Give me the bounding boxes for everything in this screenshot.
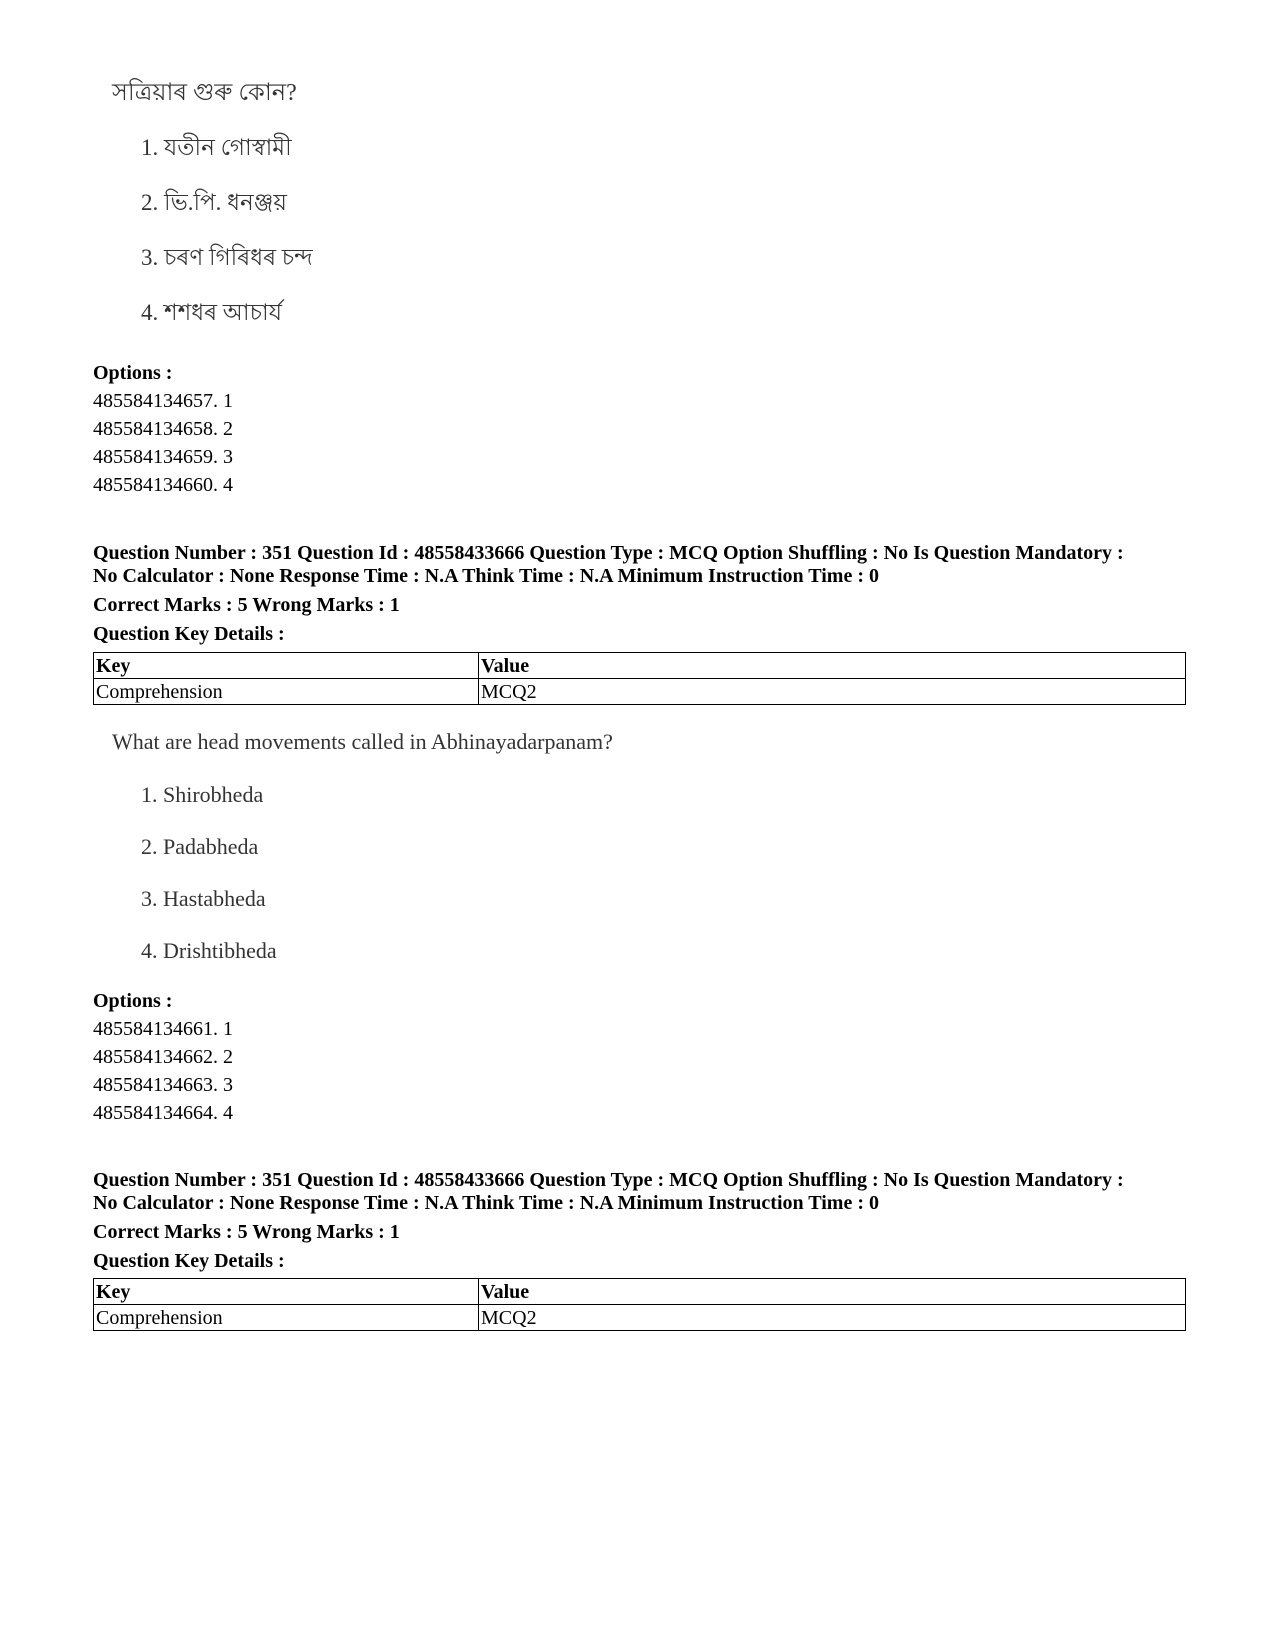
question-meta-line-2: No Calculator : None Response Time : N.A Think Time : N.A Minimum Instruction Time : 0: [93, 565, 879, 587]
question-meta: [93, 1169, 1193, 1273]
question-choice-1: 1. Shirobheda: [141, 782, 264, 807]
option-item: 485584134659. 3: [93, 446, 233, 468]
question-stem: সত্ৰিয়াৰ গুৰু কোন?: [112, 80, 297, 106]
question-image-assamese: [112, 78, 313, 327]
question-choice-4: 4. Drishtibheda: [141, 938, 277, 963]
question-choice-2: 2. Padabheda: [141, 834, 259, 859]
option-item: 485584134657. 1: [93, 390, 233, 412]
marks-line: Correct Marks : 5 Wrong Marks : 1: [93, 1221, 400, 1243]
key-details-heading: Question Key Details :: [93, 1250, 285, 1272]
table-header-value: Value: [479, 653, 1186, 679]
marks-line: Correct Marks : 5 Wrong Marks : 1: [93, 594, 400, 616]
option-item: 485584134658. 2: [93, 418, 233, 440]
question-choice-4: 4. শশধৰ আচাৰ্য: [141, 300, 282, 325]
table-header-row: [94, 653, 1186, 679]
key-details-table: [93, 1278, 1186, 1331]
options-heading: Options :: [93, 362, 173, 384]
option-item: 485584134660. 4: [93, 474, 233, 496]
table-header-key: Key: [94, 653, 479, 679]
options-heading: Options :: [93, 990, 173, 1012]
table-header-key: Key: [94, 1279, 479, 1305]
question-choice-3: 3. চৰণ গিৰিধৰ চন্দ: [141, 245, 313, 270]
question-meta-line-1: Question Number : 351 Question Id : 48558433666 Question Type : MCQ Option Shuffling : No Is Question Mandatory :: [93, 542, 1124, 564]
option-item: 485584134664. 4: [93, 1102, 233, 1124]
question-meta-line-1: Question Number : 351 Question Id : 48558433666 Question Type : MCQ Option Shuffling : No Is Question Mandatory :: [93, 1169, 1124, 1191]
question-choice-3: 3. Hastabheda: [141, 886, 266, 911]
table-cell-value: MCQ2: [479, 679, 1186, 705]
options-list: [93, 359, 233, 499]
key-details-heading: Question Key Details :: [93, 623, 285, 645]
option-item: 485584134661. 1: [93, 1018, 233, 1040]
key-details-table: [93, 652, 1186, 705]
table-cell-key: Comprehension: [94, 679, 479, 705]
option-item: 485584134662. 2: [93, 1046, 233, 1068]
question-meta-line-2: No Calculator : None Response Time : N.A Think Time : N.A Minimum Instruction Time : 0: [93, 1192, 879, 1214]
question-image-english: [112, 727, 613, 965]
options-list: [93, 987, 233, 1127]
question-meta: [93, 542, 1193, 646]
question-choice-2: 2. ভি.পি. ধনঞ্জয়: [141, 190, 287, 215]
table-cell-key: Comprehension: [94, 1305, 479, 1331]
table-row: [94, 1305, 1186, 1331]
question-choice-1: 1. যতীন গোস্বামী: [141, 135, 292, 160]
table-row: [94, 679, 1186, 705]
table-header-value: Value: [479, 1279, 1186, 1305]
option-item: 485584134663. 3: [93, 1074, 233, 1096]
table-cell-value: MCQ2: [479, 1305, 1186, 1331]
question-stem: What are head movements called in Abhinayadarpanam?: [112, 729, 613, 754]
table-header-row: [94, 1279, 1186, 1305]
